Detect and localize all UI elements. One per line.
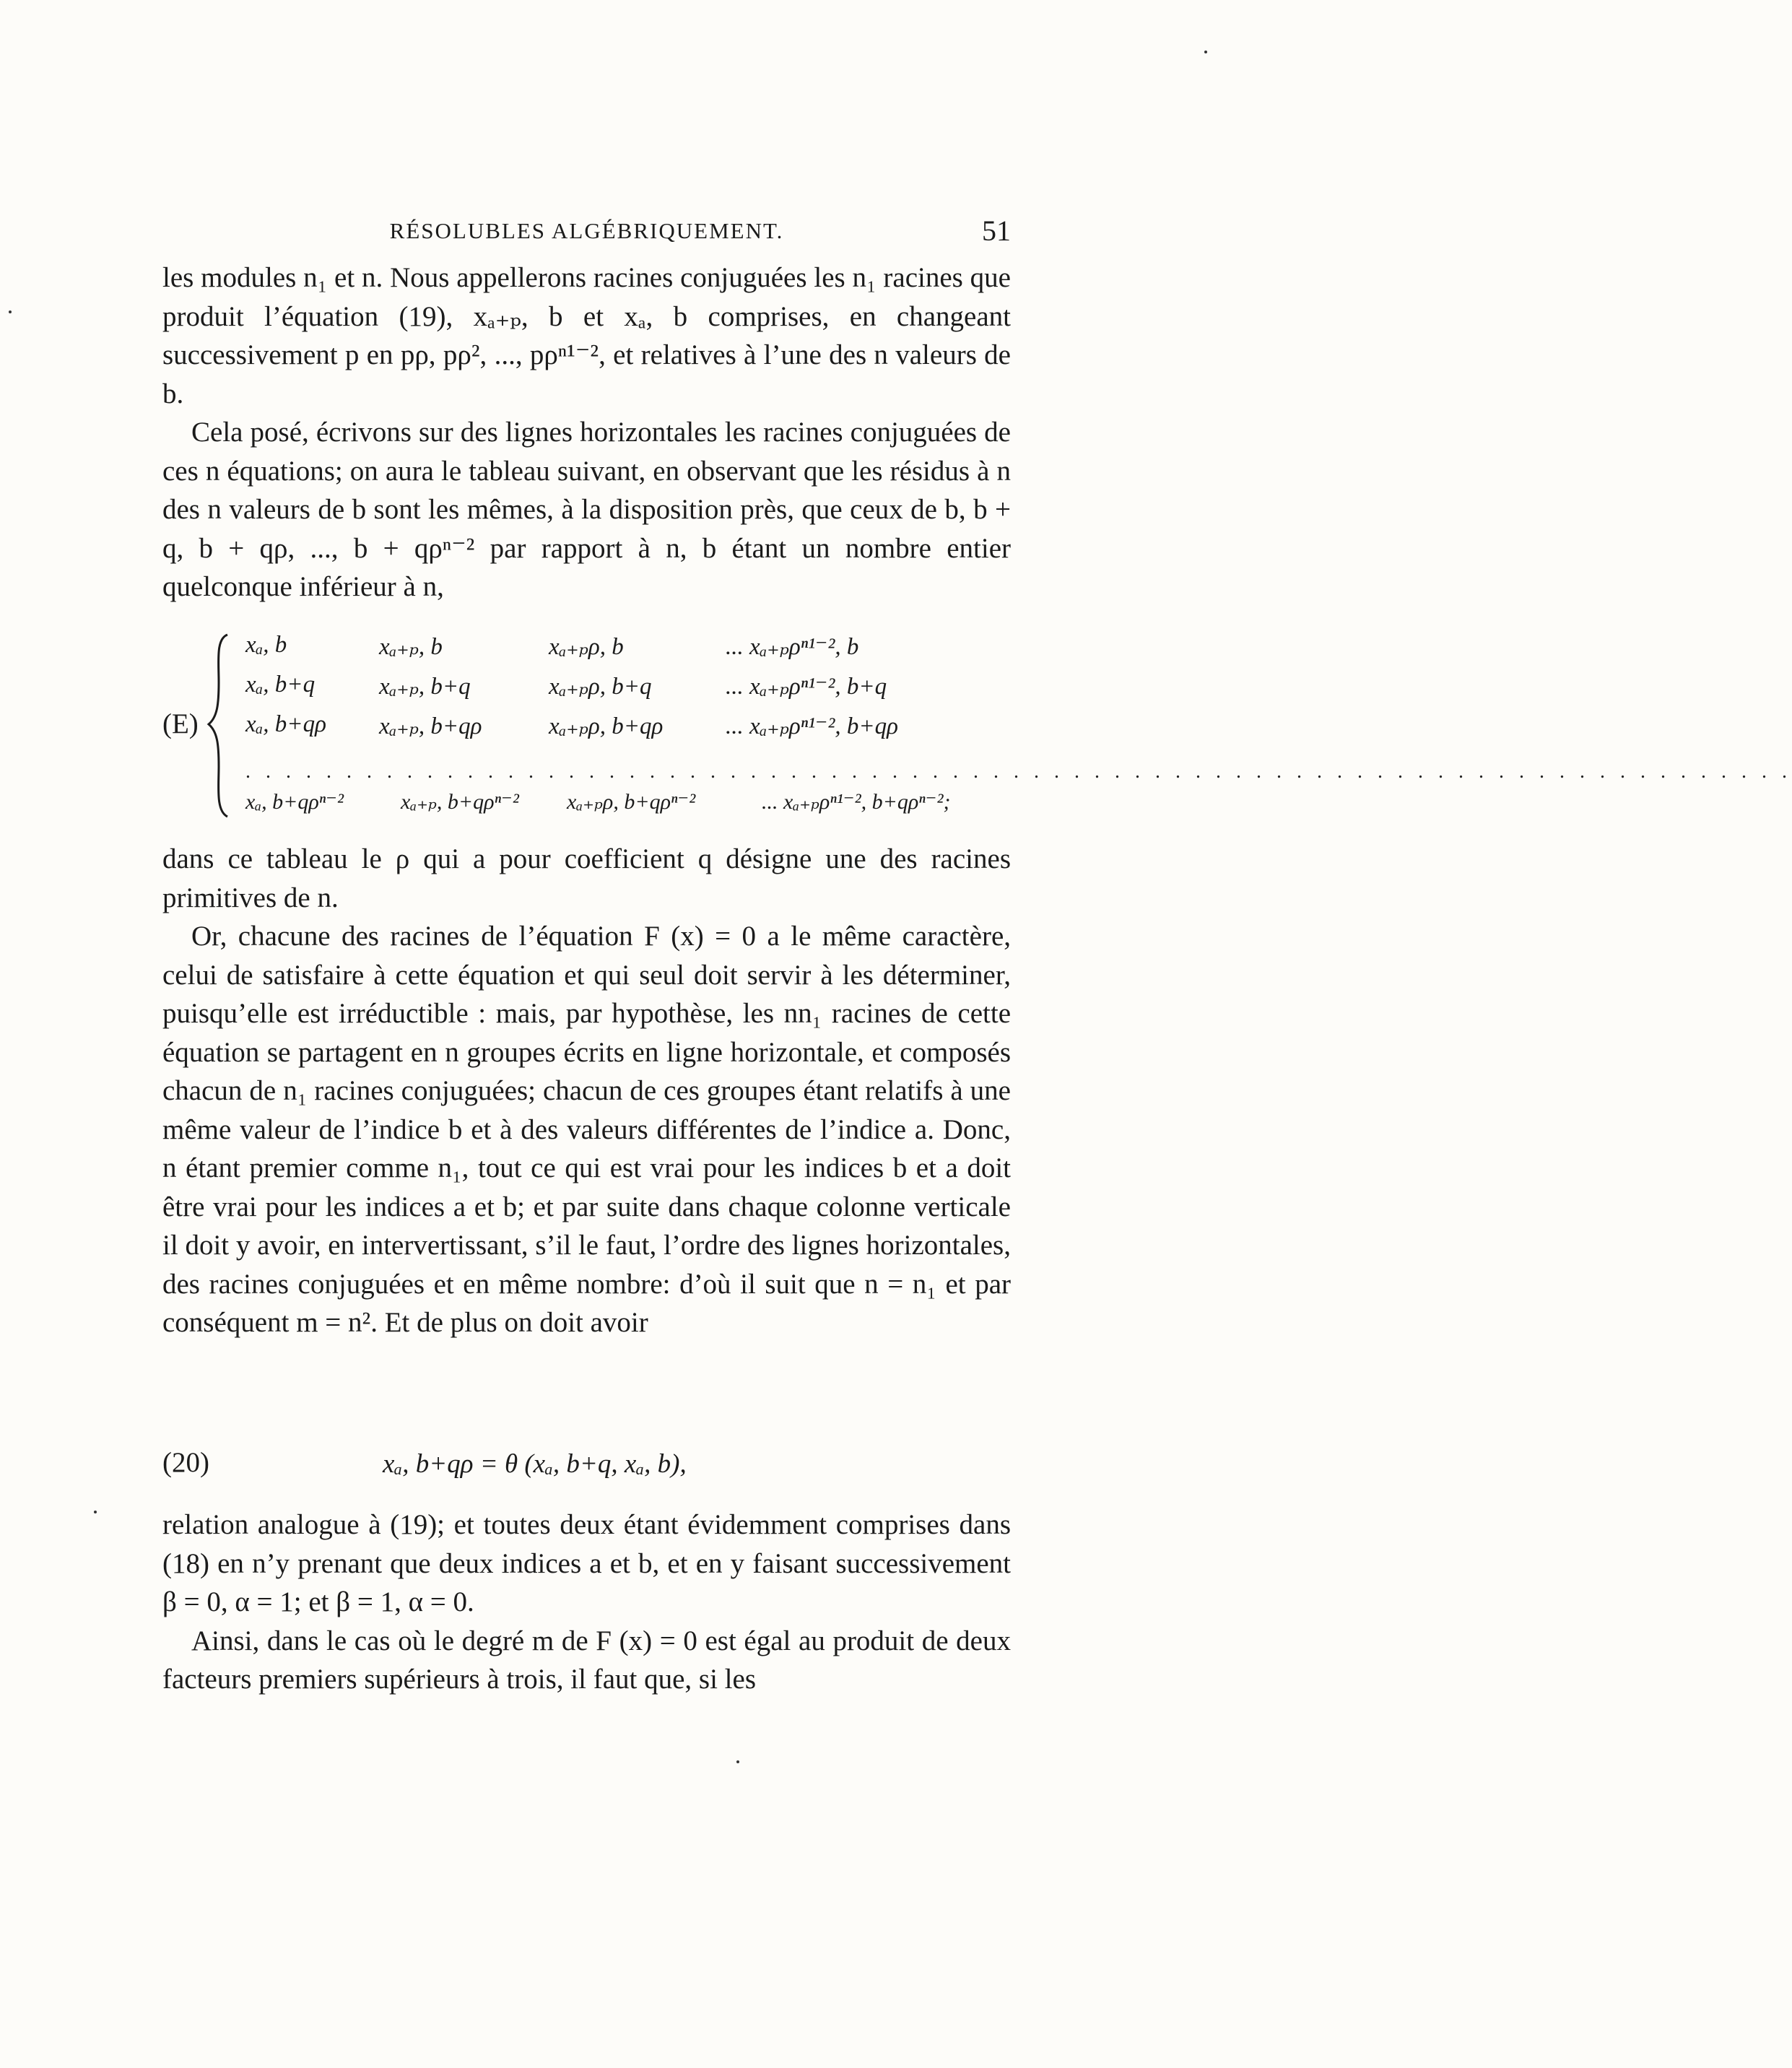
- cell-r1-c1: xₐ, b: [245, 632, 287, 658]
- equation-number: (20): [162, 1447, 209, 1478]
- paragraph-modules: les modules n₁ et n. Nous appellerons racines conjuguées les n₁ racines que produit l’équation (19), xₐ₊ₚ, b et xₐ, b comprises, en changeant successivement p en pρ, pρ², ..., pρⁿ¹⁻², et relatives à l’une des n valeurs de b.: [162, 262, 1011, 409]
- text-block-top: [162, 258, 1011, 607]
- paragraph-relation-analogue: relation analogue à (19); et toutes deux étant évidemment comprises dans (18) en n’y prenant que deux indices a et b, et en y faisant successivement β = 0, α = 1; et β = 1, α = 0.: [162, 1509, 1011, 1617]
- dot-leader-row: . . . . . . . . . . . . . . . . . . . . . . . . . . . . . . . . . . . . . . . . . . . . . . . . . . . . . . . . . . . . . . . . . . . . . . . . . . . . .: [245, 760, 1792, 783]
- cell-r2-c4: ... xₐ₊ₚρⁿ¹⁻², b+q: [726, 674, 887, 700]
- paragraph-or-chacune: Or, chacune des racines de l’équation F (x) = 0 a le même caractère, celui de satisfaire à cette équation et qui seul doit servir à les déterminer, puisqu’elle est irréductible : mais, par hypothèse, les nn₁ racines de cette équation se partagent en n groupes écrits en ligne horizontale, et composés chacun de n₁ racines conjuguées; chacun de ces groupes étant relatifs à une même valeur de l’indice b et à des valeurs différentes de l’indice a. Donc, n étant premier comme n₁, tout ce qui est vrai pour les indices b et a doit être vrai pour les indices a et b; et par suite dans chaque colonne verticale il doit y avoir, en intervertissant, s’il le faut, l’ordre des lignes horizontales, des racines conjuguées et en même nombre: d’où il suit que n = n₁ et par conséquent m = n². Et de plus on doit avoir: [162, 921, 1011, 1338]
- cell-r4-c2: xₐ₊ₚ, b+qρⁿ⁻²: [401, 790, 519, 814]
- cell-r3-c3: xₐ₊ₚρ, b+qρ: [549, 713, 664, 739]
- scan-speck: [1204, 51, 1207, 53]
- running-head: RÉSOLUBLES ALGÉBRIQUEMENT.: [389, 218, 784, 243]
- paragraph-cela-pose: Cela posé, écrivons sur des lignes horizontales les racines conjuguées de ces n équations; on aura le tableau suivant, en observant que les résidus à n des n valeurs de b sont les mêmes, à la disposition près, que ceux de b, b + q, b + qρ, ..., b + qρⁿ⁻² par rapport à n, b étant un nombre entier quelconque inférieur à n,: [162, 417, 1011, 602]
- cell-r2-c3: xₐ₊ₚρ, b+q: [549, 674, 652, 700]
- scan-speck: [736, 1760, 739, 1763]
- cell-r4-c1: xₐ, b+qρⁿ⁻²: [245, 790, 344, 814]
- cell-r2-c2: xₐ₊ₚ, b+q: [379, 674, 471, 700]
- equation-20: [162, 1446, 1011, 1490]
- table-label: (E): [162, 708, 199, 739]
- cell-r4-c4: ... xₐ₊ₚρⁿ¹⁻², b+qρⁿ⁻²;: [762, 790, 951, 814]
- page-header: [162, 214, 1011, 250]
- cell-r1-c2: xₐ₊ₚ, b: [379, 634, 443, 660]
- cell-r1-c4: ... xₐ₊ₚρⁿ¹⁻², b: [726, 634, 859, 660]
- paragraph-dans-ce-tableau: dans ce tableau le ρ qui a pour coefficient q désigne une des racines primitives de n.: [162, 843, 1011, 913]
- cell-r4-c3: xₐ₊ₚρ, b+qρⁿ⁻²: [567, 790, 696, 814]
- paragraph-ainsi: Ainsi, dans le cas où le degré m de F (x) = 0 est égal au produit de deux facteurs premiers supérieurs à trois, il faut que, si les: [162, 1625, 1011, 1695]
- cell-r3-c4: ... xₐ₊ₚρⁿ¹⁻², b+qρ: [726, 713, 898, 739]
- page-number: 51: [982, 214, 1011, 247]
- equation-formula: xₐ, b+qρ = θ (xₐ, b+q, xₐ, b),: [383, 1449, 687, 1479]
- left-brace-icon: [204, 632, 233, 820]
- scan-speck: [94, 1511, 97, 1513]
- text-block-bottom: [162, 1506, 1011, 1699]
- cell-r3-c1: xₐ, b+qρ: [245, 711, 326, 737]
- scan-speck: [9, 310, 12, 313]
- cell-r1-c3: xₐ₊ₚρ, b: [549, 634, 624, 660]
- cell-r3-c2: xₐ₊ₚ, b+qρ: [379, 713, 482, 739]
- table-E: [162, 632, 1792, 820]
- text-block-middle: [162, 840, 1011, 1342]
- cell-r2-c1: xₐ, b+q: [245, 672, 316, 698]
